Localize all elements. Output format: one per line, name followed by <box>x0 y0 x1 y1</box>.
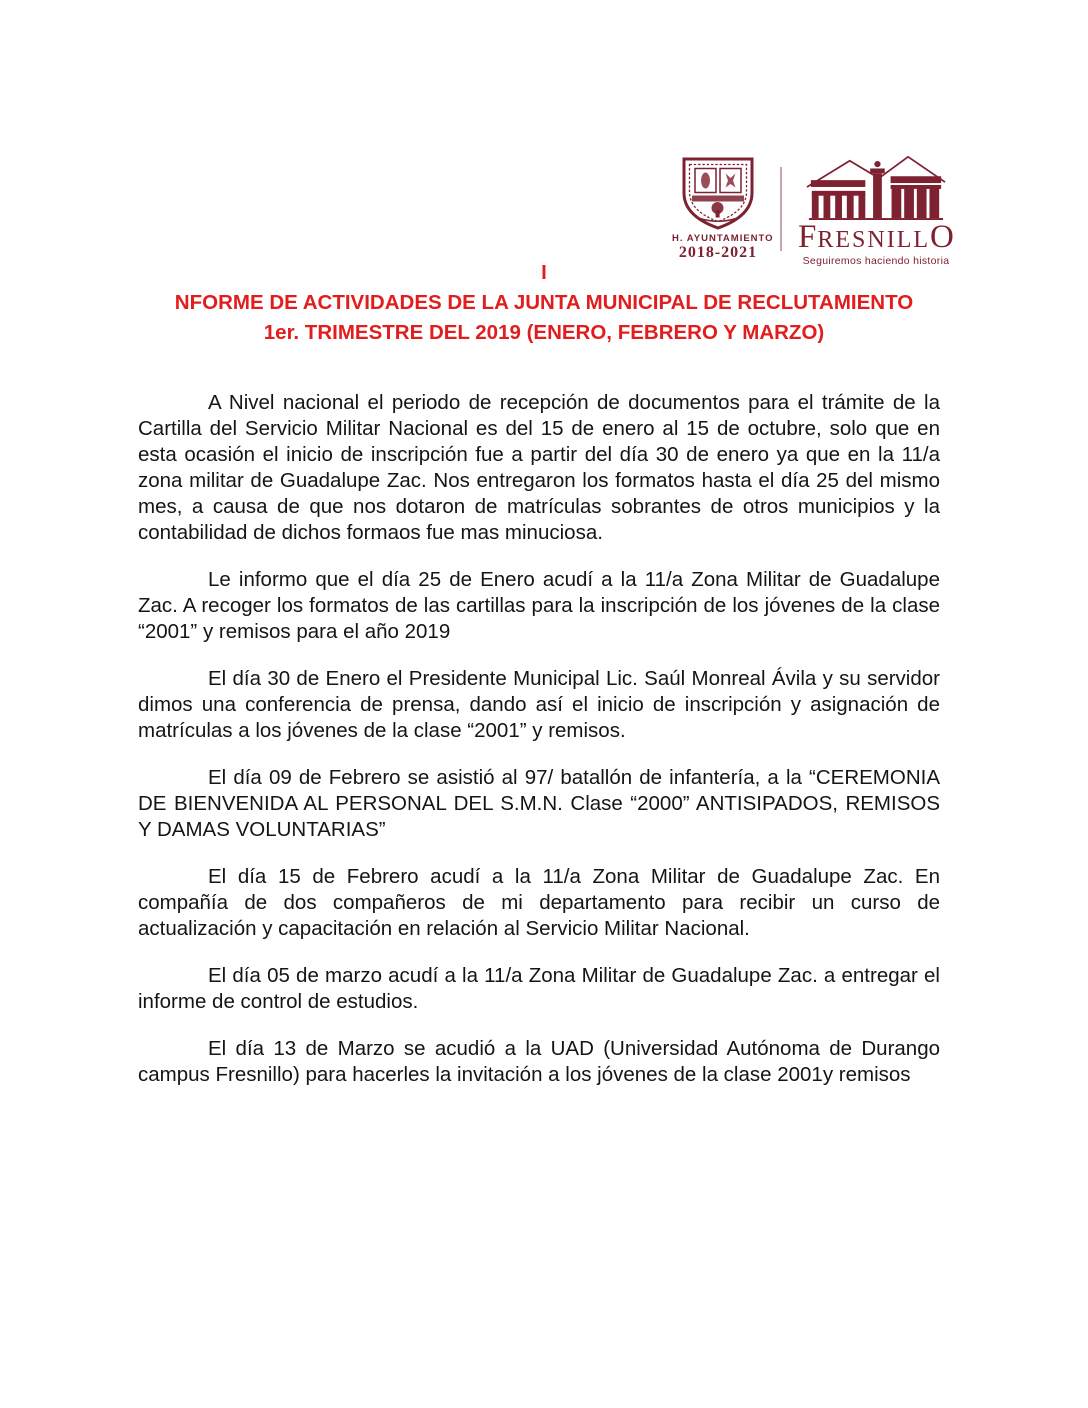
report-title <box>0 258 1088 348</box>
brand-wordmark <box>798 221 954 254</box>
header-logos <box>672 150 954 267</box>
fresnillo-monument-icon <box>801 150 951 220</box>
brand-first-letter: F <box>798 219 818 255</box>
report-title-line3: 1er. TRIMESTRE DEL 2019 (ENERO, FEBRERO Y MARZO) <box>263 321 825 344</box>
crest-shield-icon <box>678 155 758 231</box>
brand-last-letter: O <box>930 219 955 255</box>
paragraph-4: El día 09 de Febrero se asistió al 97/ batallón de infantería, a la “CEREMONIA DE BIENVENIDA AL PERSONAL DEL S.M.N. Clase “2000” ANTISIPADOS, REMISOS Y DAMAS VOLUNTARIAS” <box>138 766 940 841</box>
municipal-crest <box>672 155 774 262</box>
paragraph-7: El día 13 de Marzo se acudió a la UAD (Universidad Autónoma de Durango campus Fresnillo) para hacerles la invitación a los jóvenes de la clase 2001y remisos <box>138 1037 940 1086</box>
report-title-line2: NFORME DE ACTIVIDADES DE LA JUNTA MUNICIPAL DE RECLUTAMIENTO <box>174 291 914 314</box>
paragraph-5: El día 15 de Febrero acudí a la 11/a Zona Militar de Guadalupe Zac. En compañía de dos compañeros de mi departamento para recibir un curso de actualización y capacitación en relación al Servicio Militar Nacional. <box>138 865 940 940</box>
paragraph-1: A Nivel nacional el periodo de recepción de documentos para el trámite de la Cartilla del Servicio Militar Nacional es del 15 de enero al 15 de octubre, solo que en esta ocasión el inicio de inscripción fue a partir del día 30 de enero ya que en la 11/a zona militar de Guadalupe Zac. Nos entregaron los formatos hasta el día 25 del mismo mes, a causa de que nos dotaron de matrículas sobrantes de otros municipios y la contabilidad de dichos formaos fue mas minuciosa. <box>138 391 940 544</box>
report-body <box>138 390 940 1109</box>
crest-caption: H. AYUNTAMIENTO <box>672 233 774 244</box>
crest-years: 2018-2021 <box>678 244 758 261</box>
paragraph-3: El día 30 de Enero el Presidente Municipal Lic. Saúl Monreal Ávila y su servidor dimos una conferencia de prensa, dando así el inicio de inscripción y asignación de matrículas a los jóvenes de la clase “2001” y remisos. <box>138 667 940 742</box>
fresnillo-logo <box>798 150 954 267</box>
brand-tagline: Seguiremos haciendo historia <box>802 255 950 267</box>
brand-middle-letters: RESNILL <box>817 227 931 253</box>
paragraph-2: Le informo que el día 25 de Enero acudí a la 11/a Zona Militar de Guadalupe Zac. A recoger los formatos de las cartillas para la inscripción de los jóvenes de la clase “2001” y remisos para el año 2019 <box>138 568 940 643</box>
logo-divider <box>780 167 782 251</box>
report-title-line1: I <box>541 261 547 284</box>
paragraph-6: El día 05 de marzo acudí a la 11/a Zona Militar de Guadalupe Zac. a entregar el informe de control de estudios. <box>138 964 940 1013</box>
